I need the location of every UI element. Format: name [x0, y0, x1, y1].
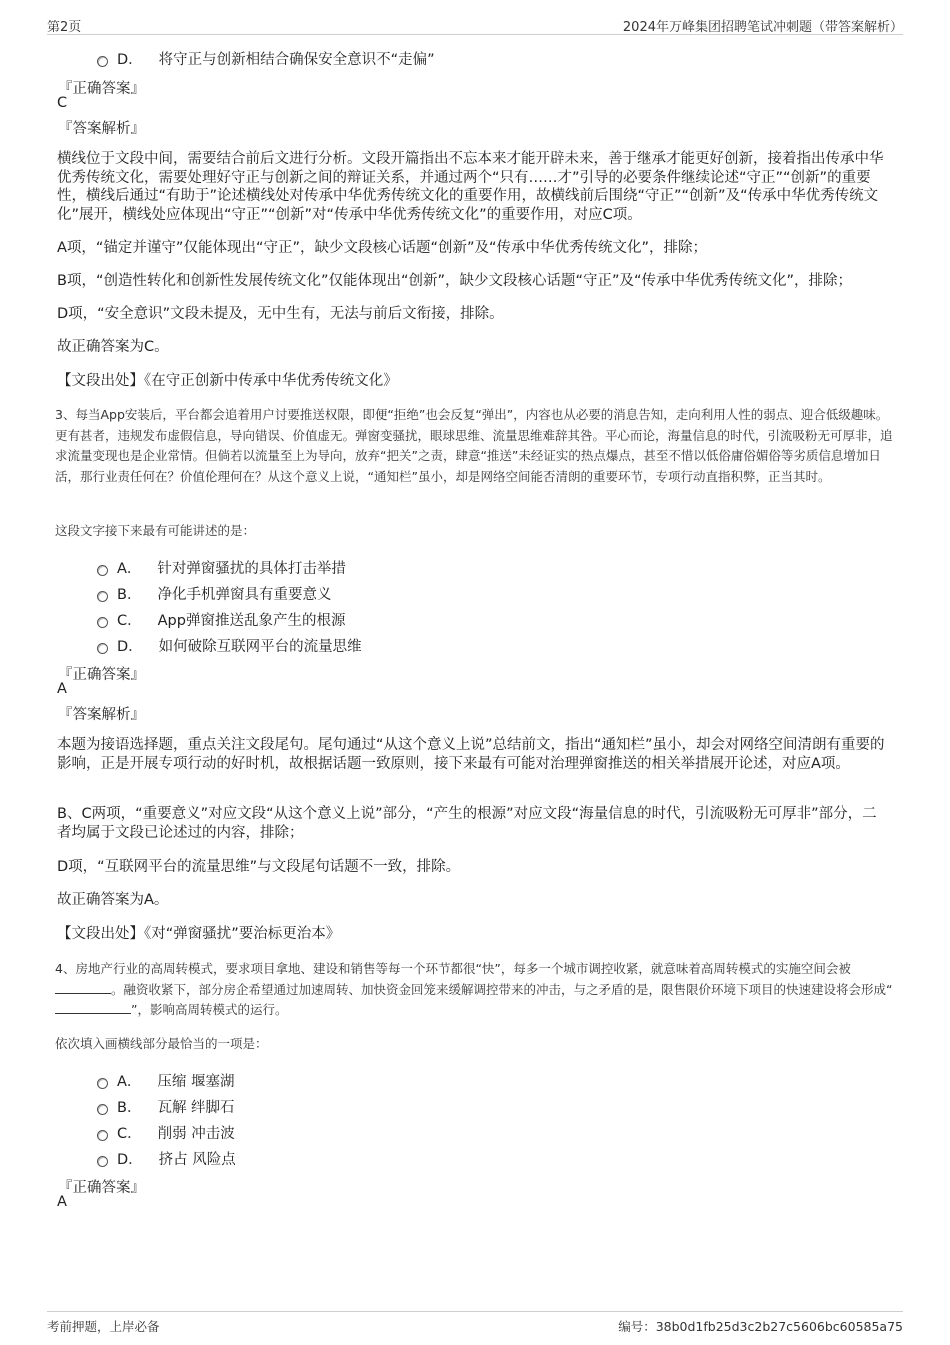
radio-icon[interactable] [97, 617, 108, 628]
q3-source: 【文段出处】《对“弹窗骚扰”要治标更治本》 [57, 926, 341, 942]
q4-option-b[interactable]: B． 瓦解 绊脚石 [97, 1096, 235, 1117]
q3-analysis-paragraph: 故正确答案为A。 [57, 892, 169, 908]
q2-answer: C [57, 95, 68, 111]
page-footer [47, 1311, 903, 1342]
q3-analysis-paragraph: 本题为接语选择题，重点关注文段尾句。尾句通过“从这个意义上说”总结前文，指出“通知栏”虽小，却会对网络空间清朗有重要的影响，正是开展专项行动的好时机，故根据话题一致原则，接下来最有可能对治理弹窗推送的相关举措展开论述，对应A项。 [57, 737, 885, 772]
document-title: 2024年万峰集团招聘笔试冲刺题（带答案解析） [622, 20, 903, 35]
q3-analysis-paragraph: B、C两项，“重要意义”对应文段“从这个意义上说”部分，“产生的根源”对应文段“海量信息的时代，引流吸粉无可厚非”部分，二者均属于文段已论述过的内容，排除； [57, 806, 877, 841]
q2-analysis-paragraph: 横线位于文段中间，需要结合前后文进行分析。文段开篇指出不忘本来才能开辟未来，善于继承才能更好创新，接着指出传承中华优秀传统文化，需要处理好守正与创新之间的辩证关系，并通过两个“只有……才”引导的必要条件继续论述“守正”“创新”的重要性，横线后通过“有助于”论述横线处对传承中华优秀传统文化的重要作用，故横线前后围绕“守正”“创新”及“传承中华优秀传统文化”展开，横线处应体现出“守正”“创新”对“传承中华优秀传统文化”的重要作用，对应C项。 [57, 151, 884, 223]
q3-prompt: 这段文字接下来最有可能讲述的是： [55, 523, 256, 538]
page-header [47, 14, 903, 35]
q4-option-d[interactable]: D． 挤占 风险点 [97, 1148, 236, 1169]
radio-icon[interactable] [97, 591, 108, 602]
document-code: 编号：38b0d1fb25d3c2b27c5606bc60585a75 [618, 1319, 903, 1334]
footer-slogan: 考前押题，上岸必备 [47, 1319, 160, 1334]
q3-option-d[interactable]: D． 如何破除互联网平台的流量思维 [97, 635, 362, 656]
q4-option-a[interactable]: A． 压缩 堰塞湖 [97, 1070, 235, 1091]
radio-icon[interactable] [97, 56, 108, 67]
q3-question-text: 3、每当App安装后，平台都会追着用户讨要推送权限，即便“拒绝”也会反复“弹出”，内容也从必要的消息告知，走向利用人性的弱点、迎合低级趣味。更有甚者，违规发布虚假信息，导向错误、价值虚无。弹窗变骚扰，眼球思维、流量思维难辞其咎。平心而论，海量信息的时代，引流吸粉无可厚非，追求流量变现也是企业常情。但倘若以流量至上为导向，放弃“把关”之责，肆意“推送”未经证实的热点爆点，甚至不惜以低俗庸俗媚俗等劣质信息增加日活，那行业责任何在？价值伦理何在？从这个意义上说，“通知栏”虽小，却是网络空间能否清朗的重要环节，专项行动直指积弊，正当其时。 [55, 407, 893, 484]
q3-option-c[interactable]: C． App弹窗推送乱象产生的根源 [97, 609, 345, 630]
q4-answer: A [57, 1194, 67, 1210]
radio-icon[interactable] [97, 1130, 108, 1141]
q2-analysis-paragraph: A项，“锚定并谨守”仅能体现出“守正”，缺少文段核心话题“创新”及“传承中华优秀传统文化”，排除； [57, 240, 708, 256]
q2-source: 【文段出处】《在守正创新中传承中华优秀传统文化》 [57, 373, 398, 389]
q3-answer: A [57, 681, 67, 697]
radio-icon[interactable] [97, 1078, 108, 1089]
radio-icon[interactable] [97, 1156, 108, 1167]
radio-icon[interactable] [97, 565, 108, 576]
radio-icon[interactable] [97, 643, 108, 654]
q3-option-b[interactable]: B． 净化手机弹窗具有重要意义 [97, 583, 331, 604]
page-number: 第2页 [47, 20, 82, 35]
radio-icon[interactable] [97, 1104, 108, 1115]
q3-answer-label: 『正确答案』 [58, 667, 145, 683]
fill-blank-1 [55, 980, 111, 994]
fill-blank-2 [55, 1000, 131, 1014]
q4-prompt: 依次填入画横线部分最恰当的一项是： [55, 1036, 268, 1051]
q3-analysis-label: 『答案解析』 [58, 707, 145, 723]
q4-question-text: 4、房地产行业的高周转模式，要求项目拿地、建设和销售等每一个环节都很“快”，每多一个城市调控收紧，就意味着高周转模式的实施空间会被。融资收紧下，部分房企希望通过加速周转、加快资金回笼来缓解调控带来的冲击，与之矛盾的是，限售限价环境下项目的快速建设将会形成“”，影响高周转模式的运行。 [55, 961, 893, 1017]
q2-analysis-label: 『答案解析』 [58, 121, 145, 137]
q2-answer-label: 『正确答案』 [58, 81, 145, 97]
q2-analysis-paragraph: 故正确答案为C。 [57, 339, 169, 355]
q2-analysis-paragraph: D项，“安全意识”文段未提及，无中生有，无法与前后文衔接，排除。 [57, 306, 504, 322]
q3-analysis-paragraph: D项，“互联网平台的流量思维”与文段尾句话题不一致，排除。 [57, 859, 461, 875]
q4-answer-label: 『正确答案』 [58, 1180, 145, 1196]
q4-option-c[interactable]: C． 削弱 冲击波 [97, 1122, 235, 1143]
q2-analysis-paragraph: B项，“创造性转化和创新性发展传统文化”仅能体现出“创新”，缺少文段核心话题“守正”及“传承中华优秀传统文化”，排除； [57, 273, 853, 289]
q2-option-d[interactable]: D． 将守正与创新相结合确保安全意识不“走偏” [97, 48, 435, 69]
q3-option-a[interactable]: A． 针对弹窗骚扰的具体打击举措 [97, 557, 346, 578]
